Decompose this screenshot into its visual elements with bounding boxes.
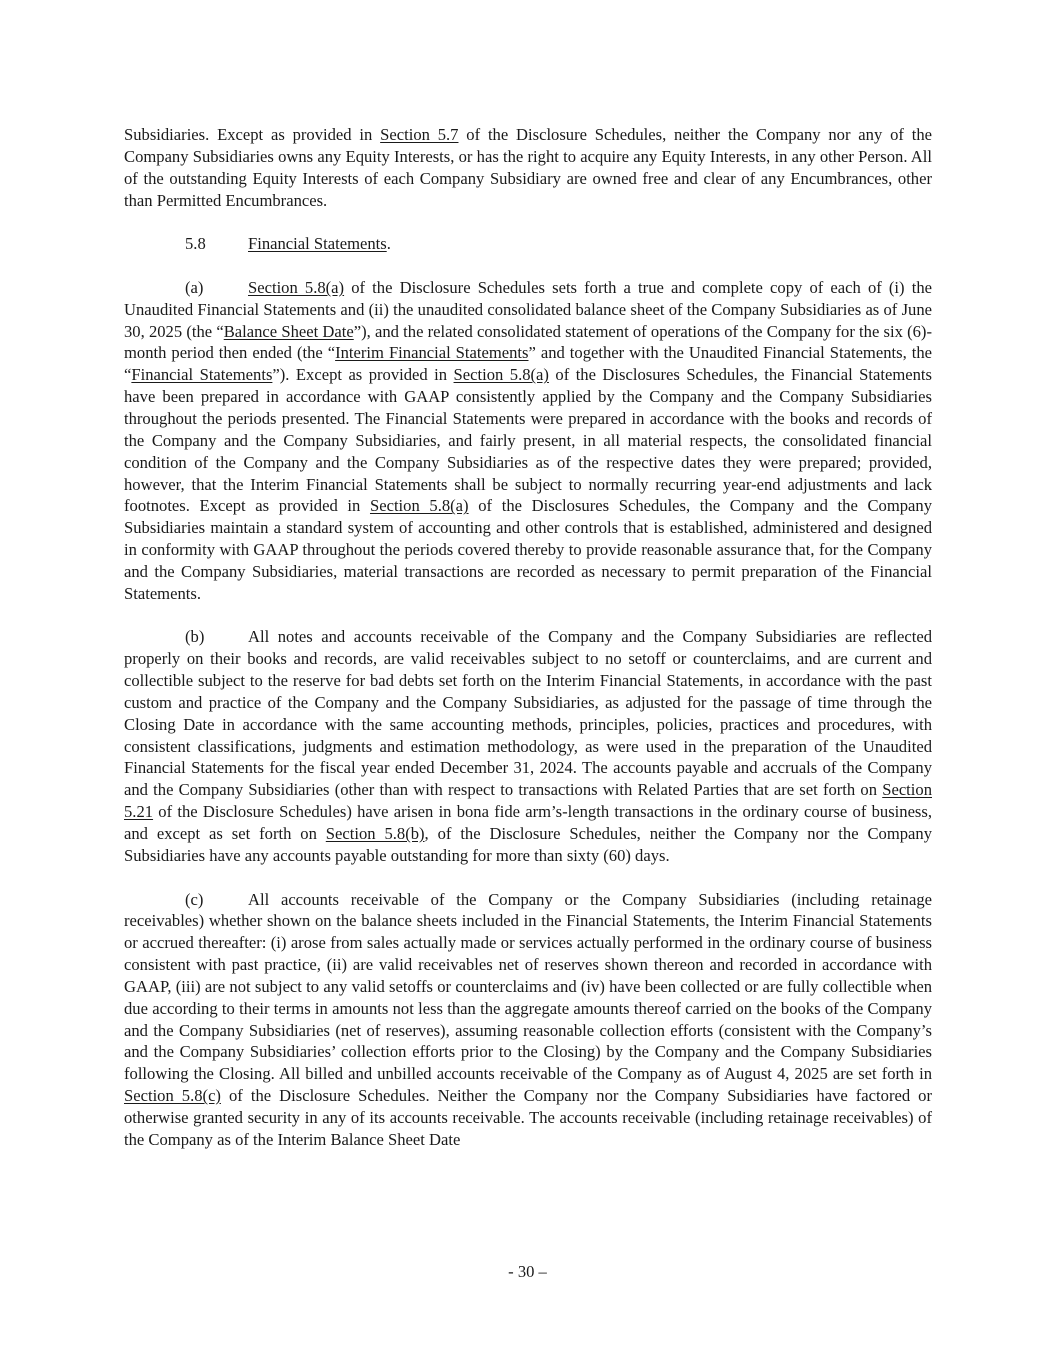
paragraph-b-label: (b) — [185, 627, 205, 647]
paragraph-a — [124, 277, 932, 605]
spacer — [124, 867, 932, 889]
section-5-8-a-reference: Section 5.8(a) — [248, 277, 345, 297]
section-5-8-a-reference: Section 5.8(a) — [369, 496, 469, 516]
paragraph-b — [124, 626, 932, 866]
paragraph-c-text-2: of the Disclosure Schedules. Neither the Company nor the Company Subsidiaries have factored or otherwise granted security in any of its accounts receivable. The accounts receivable (including retainage receivables) of the Company as of the Interim Balance Sheet Date — [124, 1086, 932, 1149]
section-heading — [124, 233, 932, 255]
paragraph-a-text-1: of the Disclosure Schedules sets forth a true and complete copy of each of (i) the Unaudited Financial Statements and (ii) the unaudited consolidated balance sheet of the Company Subsidiaries as of June 30, 2025 (the “ — [124, 277, 932, 341]
section-5-7-reference: Section 5.7 — [380, 125, 459, 144]
paragraph-a-text-4: ”). Except as provided in — [272, 365, 454, 385]
section-5-8-a-reference: Section 5.8(a) — [453, 365, 549, 385]
paragraph-c-text-1: All accounts receivable of the Company or the Company Subsidiaries (including retainage receivables) whether shown on the balance sheets included in the Financial Statements, the Interim Financial Statements or accrued thereafter: (i) arose from sales actually made or services actually performed in the ordinary course of business consistent with past practice, (ii) are valid receivables net of reserves shown thereon and recorded in accordance with GAAP, (iii) are not subject to any valid setoffs or counterclaims and (iv) have been collected or are fully collectible when due according to their terms in amounts not less than the aggregate amounts thereof carried on the books of the Company and the Company Subsidiaries (net of reserves), assuming reasonable collection efforts (consistent with the Company’s and the Company Subsidiaries’ collection efforts prior to the Closing) by the Company and the Company Subsidiaries following the Closing. All billed and unbilled accounts receivable of the Company as of August 4, 2025 are set forth in — [124, 889, 932, 1084]
paragraph-a-text-6: of the Disclosures Schedules, the Company and the Company Subsidiaries maintain a standard system of accounting and other controls that is established, administered and designed in conformity with GAAP throughout the periods covered thereby to provide reasonable assurance that, for the Company and the Company Subsidiaries, material transactions are recorded as necessary to permit preparation of the Financial Statements. — [124, 496, 932, 603]
paragraph-b-text-3: , of the Disclosure Schedules, neither the Company nor the Company Subsidiaries have any accounts payable outstanding for more than sixty (60) days. — [124, 824, 932, 865]
document-page — [124, 124, 932, 1151]
intro-text-1: Subsidiaries. Except as provided in — [124, 125, 381, 144]
paragraph-a-text-2: ”), and the related consolidated statement of operations of the Company for the six (6)-month period then ended (the “ — [124, 321, 932, 363]
section-5-8-b-reference: Section 5.8(b) — [325, 824, 425, 843]
section-5-8-c-reference: Section 5.8(c) — [124, 1086, 221, 1106]
spacer — [124, 605, 932, 627]
section-number: 5.8 — [185, 234, 206, 254]
section-title-period: . — [386, 234, 391, 254]
paragraph-b-text-2: of the Disclosure Schedules) have arisen in bona fide arm’s-length transactions in the ordinary course of business, and except as set forth on — [124, 802, 932, 843]
defined-term-interim-financial-statements: Interim Financial Statements — [335, 343, 529, 363]
section-title: Financial Statements — [248, 234, 387, 254]
intro-text-2: of the Disclosure Schedules, neither the Company nor any of the Company Subsidiaries owns any Equity Interests, or has the right to acquire any Equity Interests, in any other Person. All of the outstanding Equity Interests of each Company Subsidiary are owned free and clear of any Encumbrances, other than Permitted Encumbrances. — [124, 125, 932, 210]
paragraph-a-text-3: ” and together with the Unaudited Financial Statements, the “ — [124, 343, 932, 385]
defined-term-financial-statements: Financial Statements — [131, 365, 273, 385]
section-5-21-reference: Section 5.21 — [124, 780, 932, 822]
paragraph-c-label: (c) — [185, 889, 204, 909]
paragraph-a-label: (a) — [185, 277, 204, 297]
spacer — [124, 211, 932, 233]
paragraph-b-text-1: All notes and accounts receivable of the Company and the Company Subsidiaries are reflected properly on their books and records, are valid receivables subject to no setoff or counterclaims, and are current and collectible subject to the reserve for bad debts set forth on the Interim Financial Statements, in accordance with the past custom and practice of the Company and the Company Subsidiaries, as adjusted for the passage of time through the Closing Date in accordance with the same accounting methods, principles, policies, practices and procedures, with consistent classifications, judgments and estimation methodology, as were used in the preparation of the Unaudited Financial Statements for the fiscal year ended December 31, 2024. The accounts payable and accruals of the Company and the Company Subsidiaries (other than with respect to transactions with Related Parties that are set forth on — [124, 627, 932, 800]
paragraph-a-text-5: of the Disclosures Schedules, the Financial Statements have been prepared in accordance with GAAP consistently applied by the Company and the Company Subsidiaries throughout the periods presented. The Financial Statements were prepared in accordance with the books and records of the Company and the Company Subsidiaries, and fairly present, in all material respects, the consolidated financial condition of the Company and the Company Subsidiaries as of the respective dates they were prepared; provided, however, that the Interim Financial Statements shall be subject to normally recurring year-end adjustments and lack footnotes. Except as provided in — [124, 365, 932, 516]
intro-paragraph — [124, 124, 932, 211]
defined-term-balance-sheet-date: Balance Sheet Date — [223, 321, 354, 341]
page-number: - 30 – — [508, 1262, 547, 1281]
spacer — [124, 255, 932, 277]
paragraph-c — [124, 889, 932, 1151]
